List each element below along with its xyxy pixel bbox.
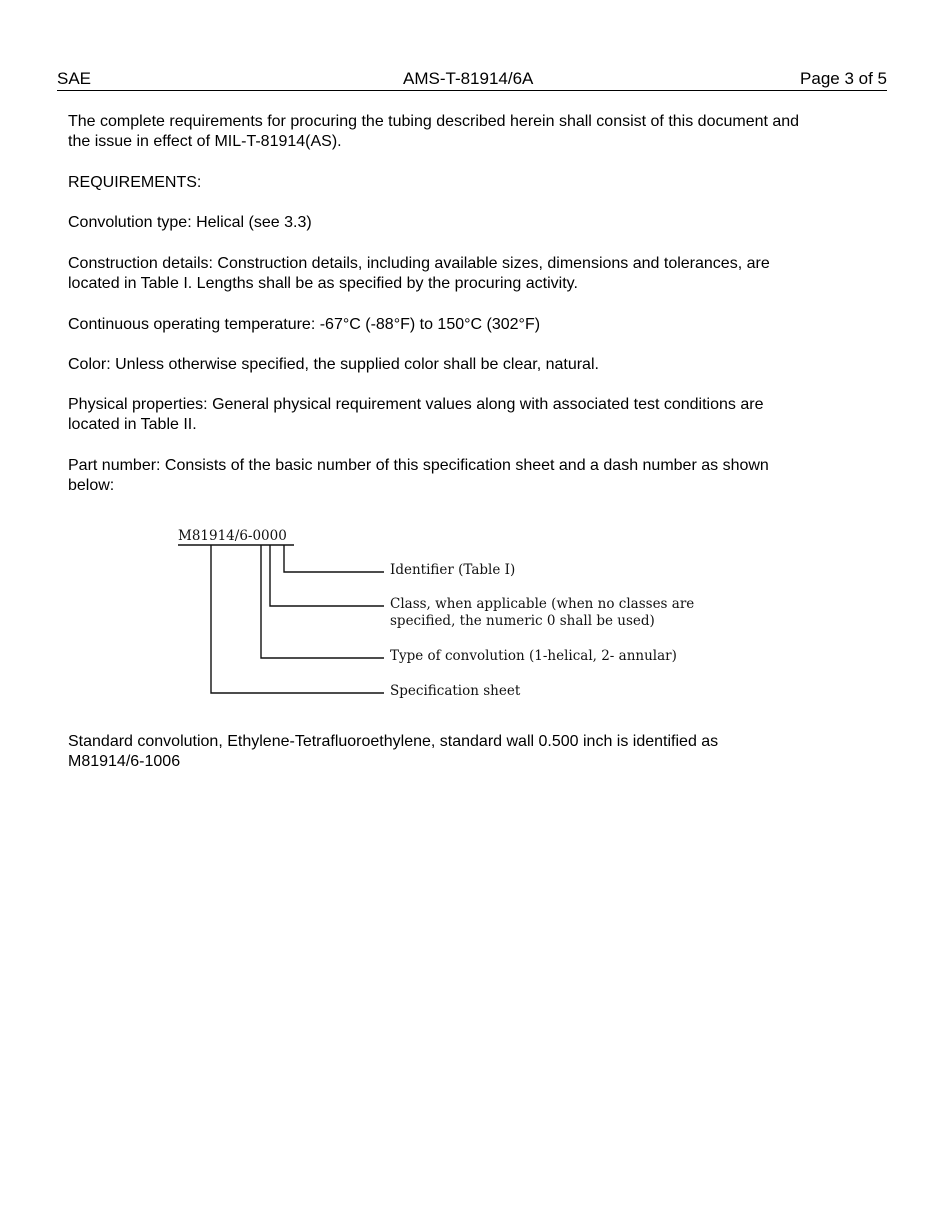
- header-doc-number: AMS-T-81914/6A: [403, 69, 534, 88]
- convolution-type: Convolution type: Helical (see 3.3): [68, 214, 312, 231]
- example-paragraph: Standard convolution, Ethylene-Tetrafluoroethylene, standard wall 0.500 inch is identified as M81914/6-1006: [68, 733, 719, 770]
- identifier-label: Identifier (Table I): [390, 562, 516, 578]
- page-header: [57, 68, 887, 91]
- color-paragraph: Color: Unless otherwise specified, the supplied color shall be clear, natural.: [68, 356, 599, 373]
- spec-sheet-leader: [211, 545, 384, 693]
- header-org: SAE: [57, 69, 92, 88]
- spec-sheet-label: Specification sheet: [390, 683, 521, 699]
- identifier-leader: [284, 545, 384, 572]
- requirements-heading: REQUIREMENTS:: [68, 174, 202, 191]
- class-leader: [270, 545, 384, 606]
- class-label-line1: Class, when applicable (when no classes are: [390, 596, 695, 612]
- header-page-number: Page 3 of 5: [800, 69, 887, 88]
- type-leader: [261, 545, 384, 658]
- operating-temperature: Continuous operating temperature: -67°C (-88°F) to 150°C (302°F): [68, 316, 541, 333]
- part-number-paragraph: Part number: Consists of the basic number of this specification sheet and a dash number as shown below:: [68, 457, 769, 494]
- physical-properties: Physical properties: General physical requirement values along with associated test conditions are located in Table II.: [68, 396, 764, 433]
- construction-details: Construction details: Construction details, including available sizes, dimensions and tolerances, are located in Table I. Lengths shall be as specified by the procuring activity.: [68, 255, 770, 292]
- class-label-line2: specified, the numeric 0 shall be used): [390, 613, 655, 629]
- intro-paragraph: The complete requirements for procuring the tubing described herein shall consist of this document and the issue in effect of MIL-T-81914(AS).: [68, 113, 800, 150]
- diagram-part-number: M81914/6-0000: [178, 528, 287, 544]
- type-label: Type of convolution (1-helical, 2- annular): [390, 648, 677, 664]
